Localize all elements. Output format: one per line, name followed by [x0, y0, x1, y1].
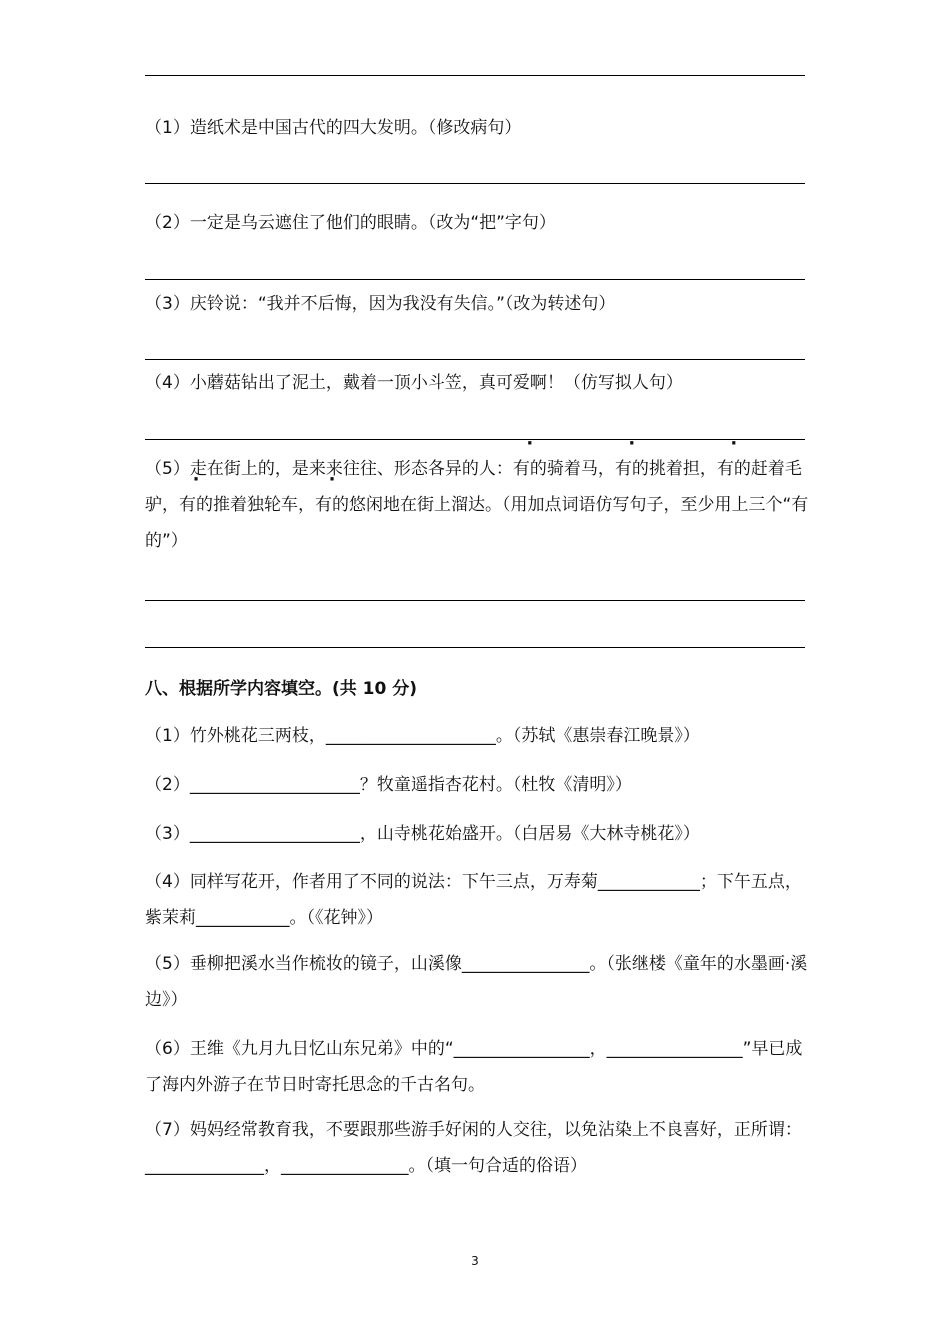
- answer-line: [145, 279, 805, 280]
- answer-line: [145, 359, 805, 360]
- section-8-heading: 八、根据所学内容填空。(共 10 分): [145, 679, 418, 699]
- answer-line: [145, 183, 805, 184]
- dotted-word: 有的: [512, 459, 547, 479]
- answer-line: [145, 647, 805, 648]
- page-number: 3: [471, 1254, 479, 1268]
- fill-item-5: （5）垂柳把溪水当作梳妆的镜子，山溪像_______________。（张继楼《童年的水墨画·溪边》）: [145, 954, 808, 1010]
- question-7-5-text: 推着独轮车，: [213, 495, 315, 515]
- question-7-5-text: 赶着毛驴，: [145, 459, 802, 515]
- dotted-word: 有的: [716, 459, 751, 479]
- question-7-5: [145, 451, 809, 559]
- fill-item-3: （3）____________________，山寺桃花始盛开。（白居易《大林寺桃花》）: [145, 824, 700, 844]
- question-7-4: （4）小蘑菇钻出了泥土，戴着一顶小斗笠，真可爱啊！（仿写拟人句）: [145, 373, 683, 393]
- fill-item-7: （7）妈妈经常教育我，不要跟那些游手好闲的人交往，以免沾染上不良喜好，正所谓：______________，_______________。（填一句合适的俗语）: [145, 1120, 802, 1176]
- dotted-word: 有的: [315, 495, 349, 515]
- dotted-word: 有的: [614, 459, 649, 479]
- fill-item-1: （1）竹外桃花三两枝，____________________。（苏轼《惠崇春江晚景》）: [145, 726, 700, 746]
- fill-item-6: （6）王维《九月九日忆山东兄弟》中的“________________，________________”早已成了海内外游子在节日时寄托思念的千古名句。: [145, 1039, 803, 1095]
- fill-item-4: （4）同样写花开，作者用了不同的说法：下午三点，万寿菊____________；下午五点，紫茉莉___________。（《花钟》）: [145, 872, 802, 928]
- question-7-5-text: 挑着担，: [648, 459, 717, 479]
- question-7-1: （1）造纸术是中国古代的四大发明。（修改病句）: [145, 118, 522, 138]
- answer-line: [145, 439, 805, 440]
- question-7-5-text: （5）走在街上的，是来来往往、形态各异的人：: [145, 459, 513, 479]
- answer-line: [145, 600, 805, 601]
- dotted-word: 有的: [179, 495, 213, 515]
- question-7-2: （2）一定是乌云遮住了他们的眼睛。（改为“把”字句）: [145, 213, 556, 233]
- question-7-5-text: 悠闲地在街上溜达。（用加点词语仿写句子，至少用上三个“有的”）: [145, 495, 809, 551]
- fill-item-2: （2）____________________？牧童遥指杏花村。（杜牧《清明》）: [145, 775, 632, 795]
- question-7-5-text: 骑着马，: [546, 459, 615, 479]
- answer-line: [145, 75, 805, 76]
- question-7-3: （3）庆铃说：“我并不后悔，因为我没有失信。”（改为转述句）: [145, 294, 616, 314]
